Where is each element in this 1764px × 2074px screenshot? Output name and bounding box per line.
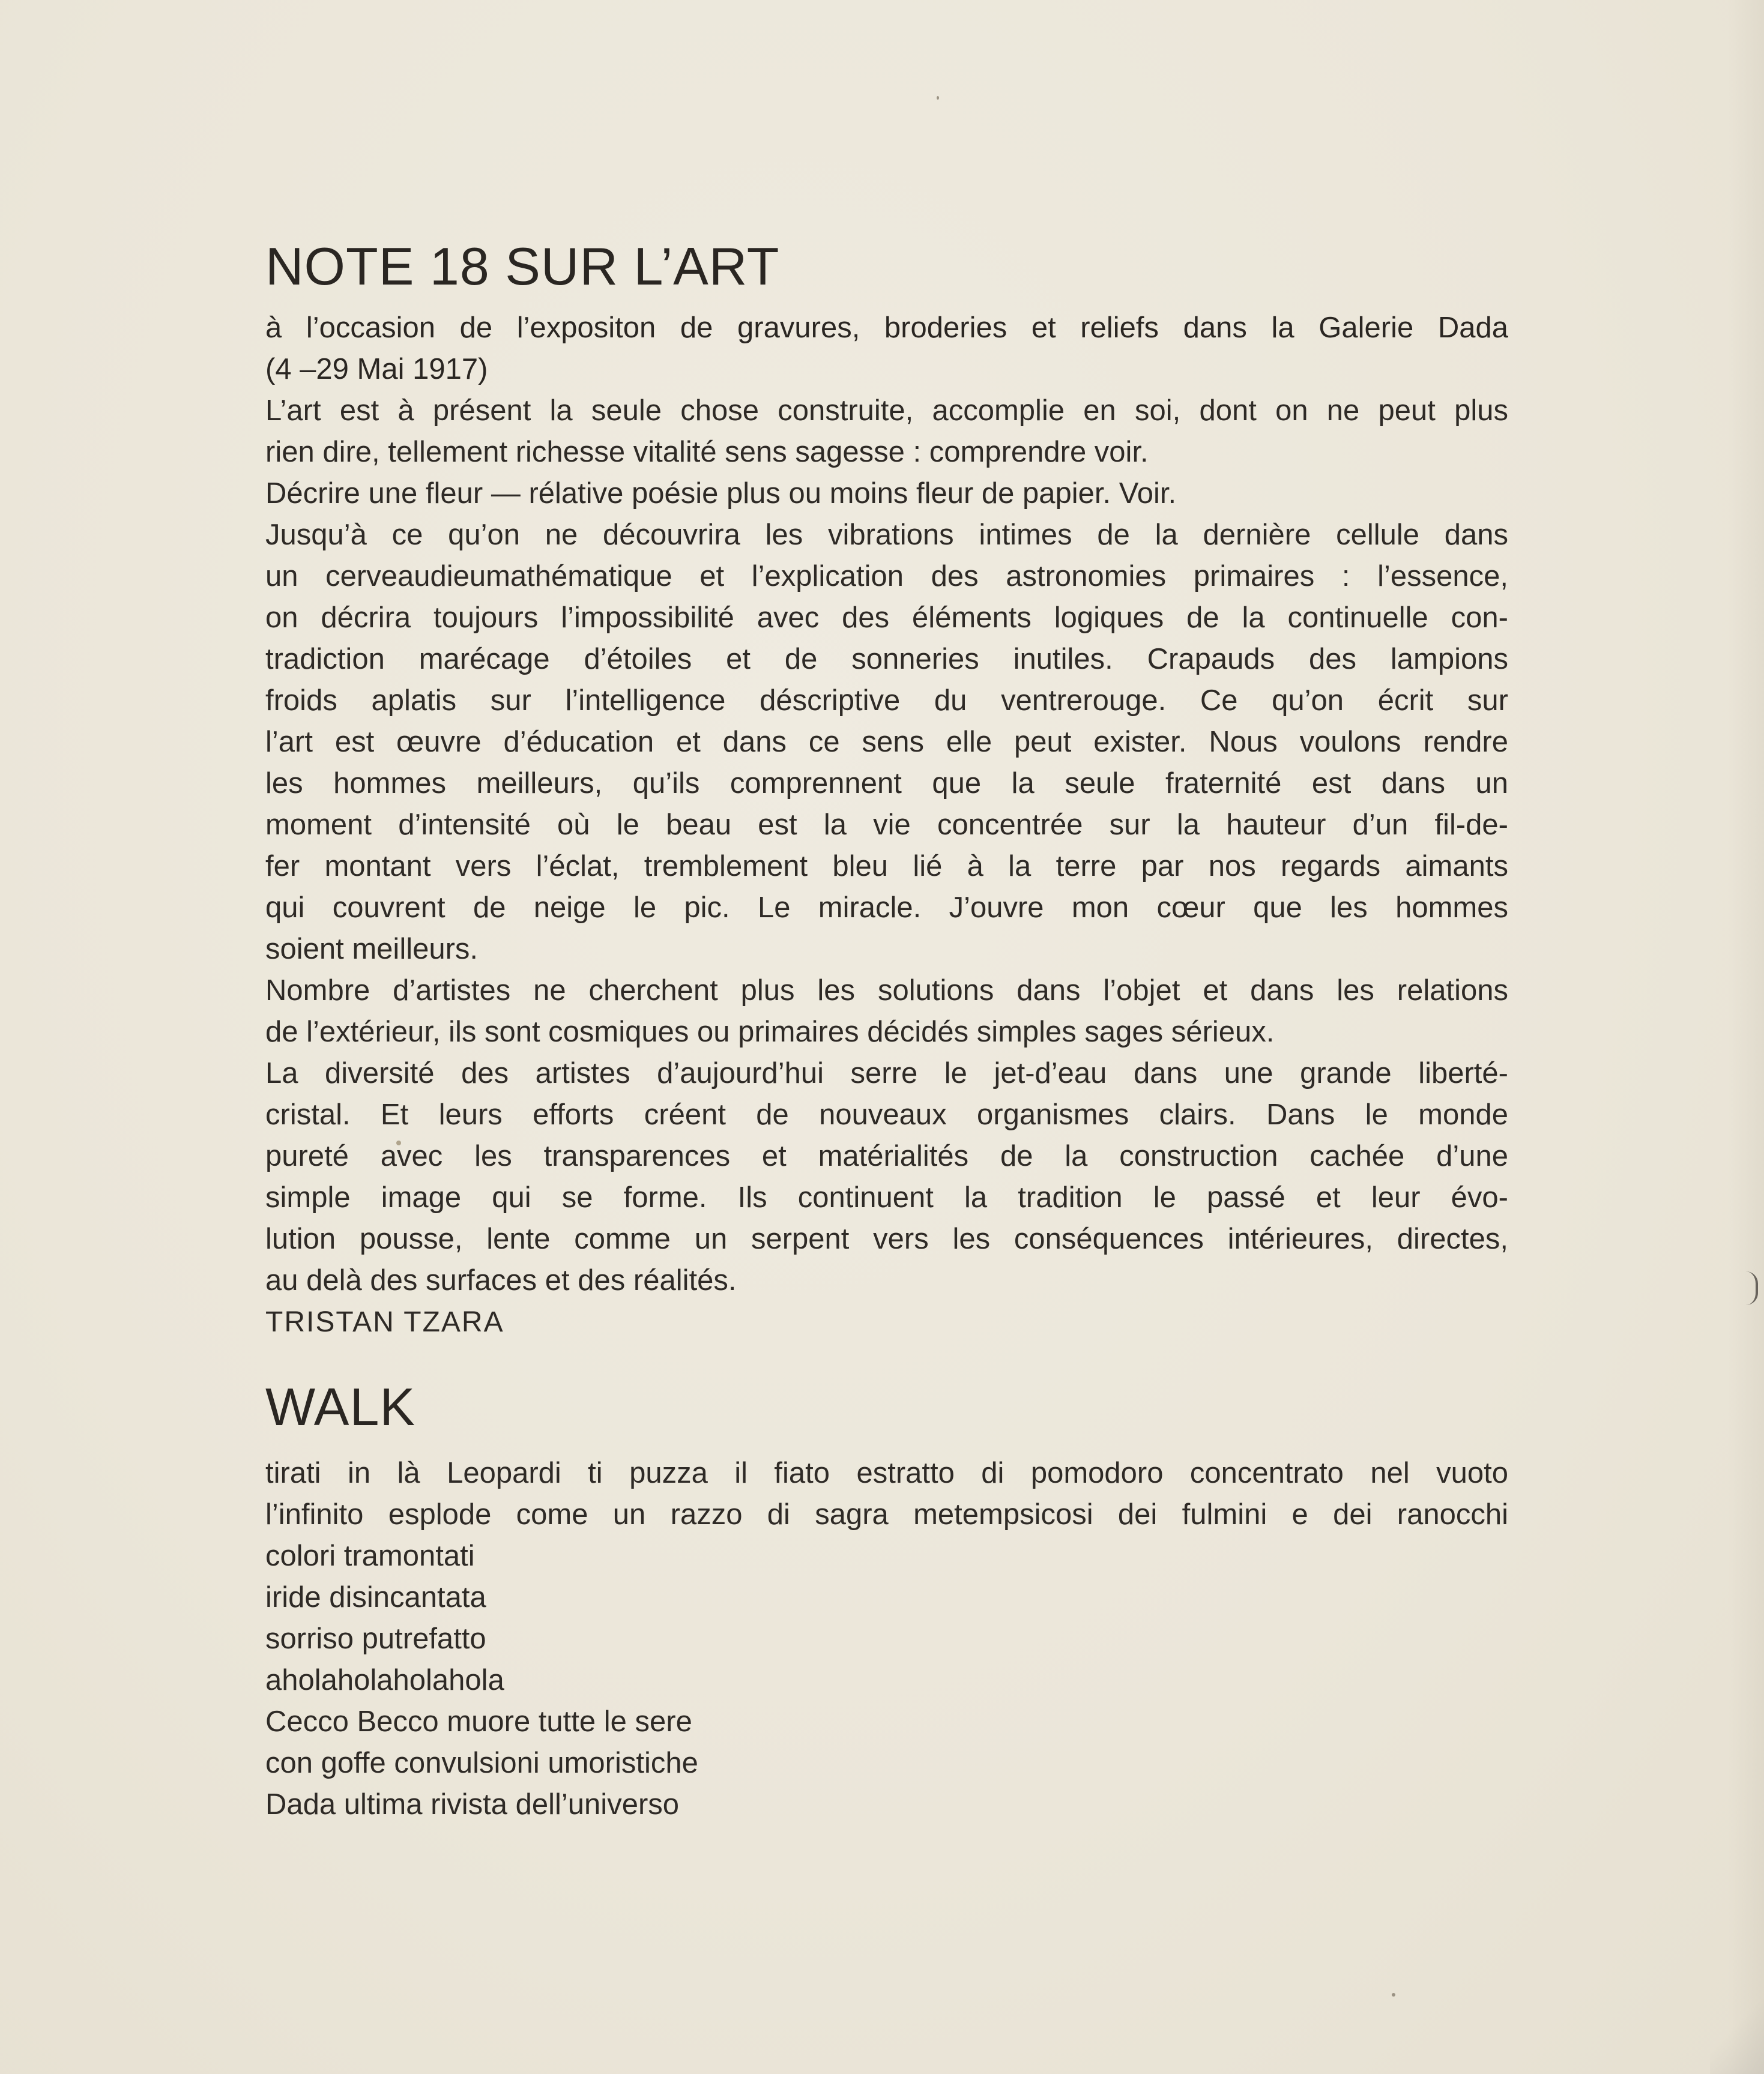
walk-line: l’infinito esplode come un razzo di sagra metempsicosi dei fulmini e dei ranocchi xyxy=(265,1498,1508,1531)
walk-line: aholaholaholahola xyxy=(265,1664,504,1696)
note-signature: TRISTAN TZARA xyxy=(265,1306,504,1338)
note-body-line: tradiction marécage d’étoiles et de sonneries inutiles. Crapauds des lampions xyxy=(265,643,1508,675)
walk-line: tirati in là Leopardi ti puzza il fiato estratto di pomodoro concentrato nel vuoto xyxy=(265,1457,1508,1489)
note-title: NOTE 18 SUR L’ART xyxy=(265,237,780,296)
note-subtitle-line: à l’occasion de l’expositon de gravures, broderies et reliefs dans la Galerie Dada xyxy=(265,312,1508,344)
note-body-line: les hommes meilleurs, qu’ils comprennent que la seule fraternité est dans un xyxy=(265,767,1508,800)
note-body-line: lution pousse, lente comme un serpent vers les conséquences intérieures, directes, xyxy=(265,1223,1508,1255)
note-body-line: au delà des surfaces et des réalités. xyxy=(265,1264,737,1297)
note-body-line: soient meilleurs. xyxy=(265,933,479,965)
walk-line: Cecco Becco muore tutte le sere xyxy=(265,1705,692,1738)
walk-section xyxy=(265,1377,1508,1825)
note-body-line: l’art est œuvre d’éducation et dans ce sens elle peut exister. Nous voulons rendre xyxy=(265,726,1508,758)
note-body-line: pureté avec les transparences et matérialités de la construction cachée d’une xyxy=(265,1140,1508,1172)
walk-line: con goffe convulsioni umoristiche xyxy=(265,1747,698,1779)
note-body-line: on décrira toujours l’impossibilité avec des éléments logiques de la continuelle con- xyxy=(265,601,1508,634)
walk-line: colori tramontati xyxy=(265,1540,475,1572)
note-body-line: un cerveaudieumathématique et l’explication des astronomies primaires : l’essence, xyxy=(265,560,1508,592)
note-body-line: froids aplatis sur l’intelligence déscriptive du ventrerouge. Ce qu’on écrit sur xyxy=(265,684,1508,717)
walk-line: iride disincantata xyxy=(265,1581,486,1614)
note-section xyxy=(265,237,1508,1343)
note-body-line: Nombre d’artistes ne cherchent plus les solutions dans l’objet et dans les relations xyxy=(265,974,1508,1007)
note-body-line: de l’extérieur, ils sont cosmiques ou primaires décidés simples sages sérieux. xyxy=(265,1016,1275,1048)
note-body-line: La diversité des artistes d’aujourd’hui serre le jet-d’eau dans une grande liberté- xyxy=(265,1057,1508,1090)
walk-line: sorriso putrefatto xyxy=(265,1623,486,1655)
walk-line: Dada ultima rivista dell’universo xyxy=(265,1788,680,1821)
note-body-line: simple image qui se forme. Ils continuent la tradition le passé et leur évo- xyxy=(265,1181,1508,1214)
note-subtitle-line: (4 –29 Mai 1917) xyxy=(265,353,488,385)
note-body-line: fer montant vers l’éclat, tremblement bleu lié à la terre par nos regards aimants xyxy=(265,850,1508,882)
page-corner-curl xyxy=(1710,1954,1764,2074)
note-body-line: qui couvrent de neige le pic. Le miracle. J’ouvre mon cœur que les hommes xyxy=(265,891,1508,924)
note-body-line: moment d’intensité où le beau est la vie concentrée sur la hauteur d’un fil-de- xyxy=(265,809,1508,841)
walk-title: WALK xyxy=(265,1377,416,1436)
note-body-line: rien dire, tellement richesse vitalité sens sagesse : comprendre voir. xyxy=(265,436,1149,468)
paper-speck xyxy=(937,96,939,100)
note-body-line: cristal. Et leurs efforts créent de nouveaux organismes clairs. Dans le monde xyxy=(265,1099,1508,1131)
note-body-line: Jusqu’à ce qu’on ne découvrira les vibrations intimes de la dernière cellule dans xyxy=(265,519,1508,551)
paper-speck xyxy=(1392,1993,1395,1997)
note-body-line: L’art est à présent la seule chose construite, accomplie en soi, dont on ne peut plus xyxy=(265,394,1508,427)
page-edge-shadow xyxy=(1728,0,1764,2074)
note-body-line: Décrire une fleur — rélative poésie plus ou moins fleur de papier. Voir. xyxy=(265,477,1177,510)
